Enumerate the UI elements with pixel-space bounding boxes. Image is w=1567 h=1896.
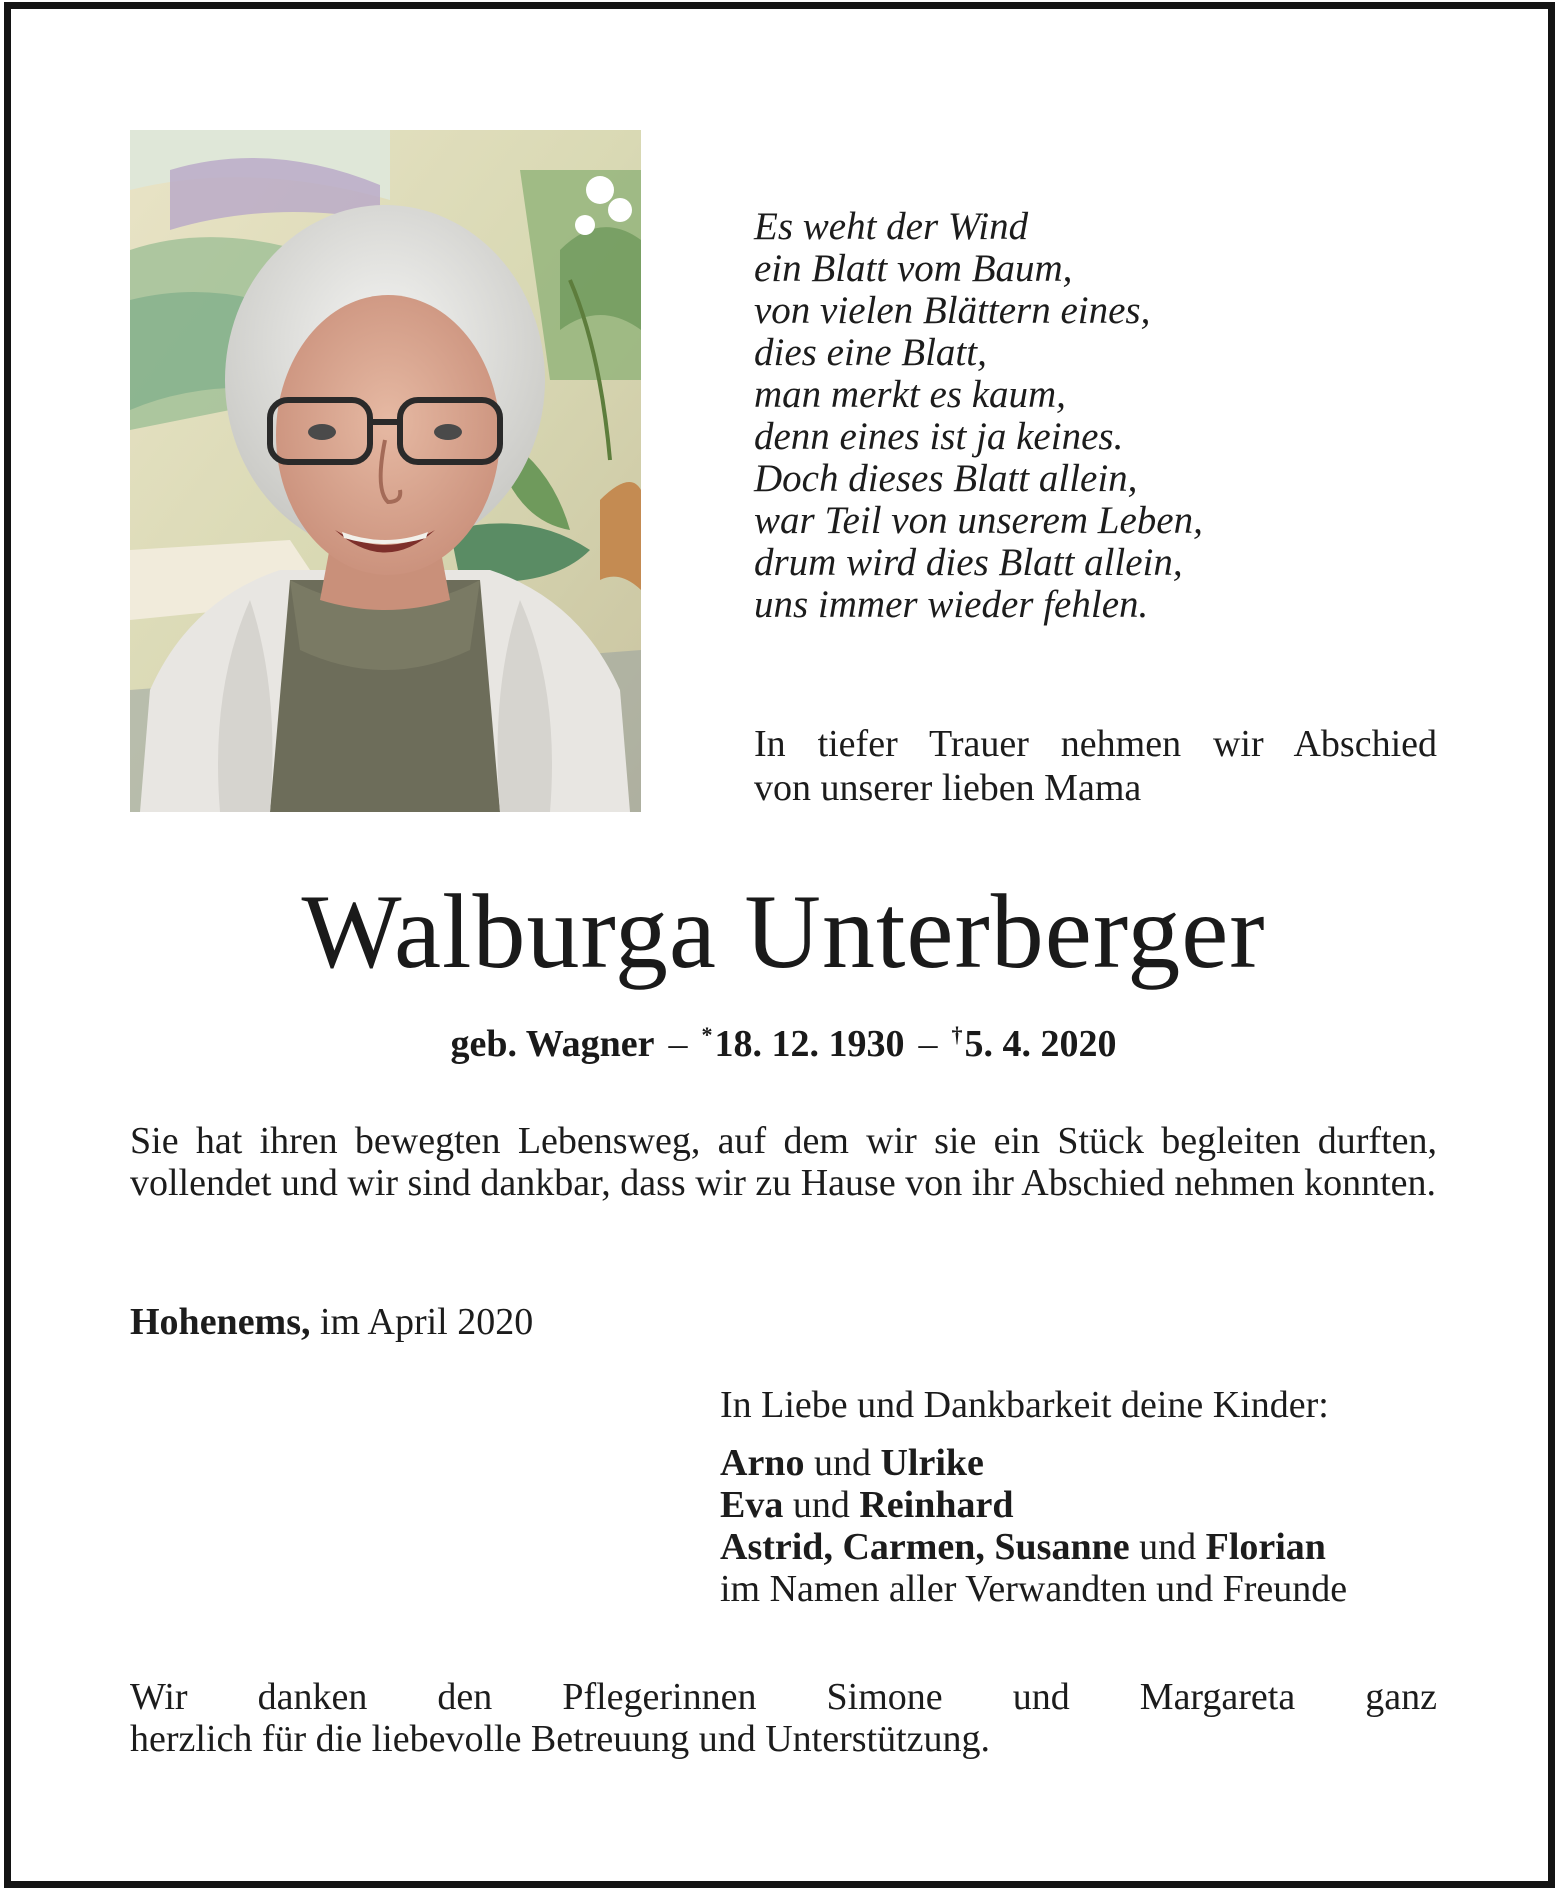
separator: – [668, 1023, 688, 1065]
family-member: Arno [720, 1442, 805, 1484]
town: Hohenems, [130, 1301, 311, 1343]
family-closing: im Namen aller Verwandten und Freunde [720, 1568, 1348, 1610]
portrait-photo [130, 130, 641, 812]
portrait-illustration [130, 130, 641, 812]
conjunction: und [792, 1484, 850, 1526]
separator: – [918, 1023, 938, 1065]
mourning-intro [754, 722, 1437, 810]
poem-line: denn eines ist ja keines. [754, 415, 1124, 458]
poem-line: Doch dieses Blatt allein, [754, 457, 1138, 500]
thanks-line-2: herzlich für die liebevolle Betreuung und Unterstützung. [130, 1718, 991, 1760]
poem [754, 206, 1454, 626]
deceased-name: Walburga Unterberger [301, 873, 1266, 990]
thanks-line-1: Wir danken den Pflegerinnen Simone und Margareta ganz [130, 1676, 1437, 1718]
life-dates [0, 1013, 1567, 1066]
month-year: im April 2020 [320, 1301, 534, 1343]
thanks-paragraph [130, 1676, 1437, 1760]
family-signature [720, 1384, 1440, 1610]
family-member: Florian [1205, 1526, 1326, 1568]
family-member: Ulrike [880, 1442, 984, 1484]
poem-line: drum wird dies Blatt allein, [754, 541, 1183, 584]
poem-line: dies eine Blatt, [754, 331, 987, 374]
conjunction: und [813, 1442, 871, 1484]
family-member: Reinhard [859, 1484, 1014, 1526]
family-member: Eva [720, 1484, 784, 1526]
poem-line: man merkt es kaum, [754, 373, 1066, 416]
family-row [720, 1442, 1440, 1484]
poem-line: war Teil von unserem Leben, [754, 499, 1203, 542]
death-date: 5. 4. 2020 [964, 1023, 1117, 1065]
poem-line: von vielen Blättern eines, [754, 289, 1151, 332]
death-symbol: † [951, 1022, 963, 1047]
family-row [720, 1484, 1440, 1526]
intro-line-1: In tiefer Trauer nehmen wir Abschied [754, 723, 1437, 765]
poem-line: ein Blatt vom Baum, [754, 247, 1073, 290]
birth-symbol: * [701, 1022, 713, 1047]
intro-line-2: von unserer lieben Mama [754, 767, 1142, 809]
family-row [720, 1526, 1440, 1568]
birth-date: 18. 12. 1930 [714, 1023, 905, 1065]
family-member: Astrid, Carmen, Susanne [720, 1526, 1130, 1568]
family-heading: In Liebe und Dankbarkeit deine Kinder: [720, 1384, 1329, 1426]
maiden-name: geb. Wagner [450, 1023, 655, 1065]
body-paragraph: Sie hat ihren bewegten Lebensweg, auf dem wir sie ein Stück begleiten durften, vollendet und wir sind dankbar, dass wir zu Hause von ihr Abschied nehmen konnten. [130, 1120, 1437, 1204]
place-date [130, 1300, 533, 1344]
poem-line: Es weht der Wind [754, 205, 1029, 248]
conjunction: und [1139, 1526, 1197, 1568]
poem-line: uns immer wieder fehlen. [754, 583, 1149, 626]
